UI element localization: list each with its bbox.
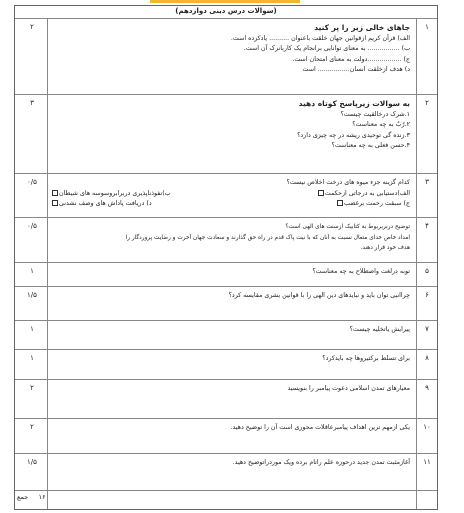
question-text: آغازمثبت تمدن جدید درحوزه علم راتام برده ویک موردراتوضیح دهید. bbox=[47, 454, 416, 490]
question-score: ۱/۵ bbox=[27, 458, 37, 466]
question-line: هدف خود قرار دهند. bbox=[360, 245, 410, 251]
checkbox-icon[interactable] bbox=[52, 190, 58, 196]
question-row-10 bbox=[15, 419, 437, 454]
total-question-cell bbox=[47, 491, 416, 509]
question-row-11 bbox=[15, 454, 437, 491]
total-number-cell bbox=[416, 491, 437, 509]
question-line: کدام گزینه جزء میوه های درخت اخلاص نیست؟ bbox=[286, 179, 410, 186]
question-number: ۱۰ bbox=[416, 419, 437, 453]
question-number: ۴ bbox=[416, 218, 437, 262]
question-score: ۱ bbox=[30, 267, 34, 275]
total-row bbox=[15, 491, 437, 509]
question-text: پیرایش یاتخلیه چیست؟ bbox=[47, 321, 416, 349]
question-line: امداد خاص خدای متعال نسبت به آنان که با نیت پاک قدم در راه حق گذارند و سعادت جهان آخرت و رضایت پروردگار را bbox=[125, 234, 410, 241]
question-score: ۱/۵ bbox=[27, 291, 37, 299]
question-heading: جاهای خالی زیر را پر کنید bbox=[314, 23, 410, 32]
question-line: ج) .................دولت به معنای امتحان است. bbox=[292, 55, 410, 63]
question-heading: به سوالات زیرپاسخ کوتاه دهید bbox=[298, 99, 410, 108]
question-line: الف) قرآن کریم ازقوانین جهان خلقت باعنوان .......... یادکرده است. bbox=[230, 34, 410, 42]
checkbox-icon[interactable] bbox=[52, 200, 58, 206]
top-accent-bar bbox=[150, 0, 300, 3]
question-text bbox=[47, 19, 416, 94]
question-score: ۰/۵ bbox=[27, 178, 37, 186]
question-score: ۳ bbox=[30, 99, 34, 107]
header-row bbox=[15, 6, 437, 19]
question-number: ۶ bbox=[416, 287, 437, 320]
question-line: توضیح دربربربوط به کتابیک ازسنت های الهی است؟ bbox=[285, 224, 410, 230]
question-line: د) هدف ازخلقت انسان................ است bbox=[302, 66, 410, 73]
checkbox-icon[interactable] bbox=[318, 190, 324, 196]
question-text: توبه درلغت واصطلاح به چه معناست؟ bbox=[47, 263, 416, 286]
exam-sheet bbox=[14, 5, 438, 510]
question-text bbox=[47, 174, 416, 217]
question-number: ۲ bbox=[416, 95, 437, 173]
option-b[interactable]: ب)نفوذناپذیری دربرابروسوسه های شیطان bbox=[52, 189, 171, 200]
option-a[interactable]: الف)دستیابی به درجاتی ازحکمت bbox=[318, 189, 410, 200]
question-text bbox=[47, 95, 416, 173]
checkbox-icon[interactable] bbox=[337, 200, 343, 206]
question-row-9 bbox=[15, 380, 437, 419]
options-row bbox=[52, 199, 410, 210]
question-row-3 bbox=[15, 174, 437, 218]
question-score: ۲ bbox=[30, 23, 34, 31]
question-number: ۵ bbox=[416, 263, 437, 286]
question-score: ۲ bbox=[30, 384, 34, 392]
question-text: برای تسلط برکتیروها چه بایدکرد؟ bbox=[47, 350, 416, 379]
question-number: ۹ bbox=[416, 380, 437, 418]
question-text: یکی ازمهم ترین اهداف پیامبرعاقلات محوری است آن را توضیح دهید. bbox=[47, 419, 416, 453]
question-row-5 bbox=[15, 263, 437, 287]
question-text: چراانبی توان باید و نبایدهای دین الهی را با قوانین بشری مقایسه کرد؟ bbox=[47, 287, 416, 320]
question-row-4 bbox=[15, 218, 437, 263]
question-row-1 bbox=[15, 19, 437, 95]
question-row-6 bbox=[15, 287, 437, 321]
question-line: ۲.رُبٌ به چه معناست؟ bbox=[352, 121, 410, 128]
question-number: ۱ bbox=[416, 19, 437, 94]
question-row-8 bbox=[15, 350, 437, 380]
question-line: ب) ................ به معنای توانایی برانجام یک کاربانرک آن است. bbox=[243, 45, 410, 52]
question-score: ۲ bbox=[30, 423, 34, 431]
options-row bbox=[52, 189, 410, 200]
question-number: ۸ bbox=[416, 350, 437, 379]
option-d[interactable]: د) دریافت پاداش های وصف نشدنی bbox=[52, 199, 152, 210]
question-score: ۱ bbox=[30, 354, 34, 362]
question-text bbox=[47, 218, 416, 262]
question-score: ۰/۵ bbox=[27, 222, 37, 230]
question-line: ۴.حسن فعلی به چه معناست؟ bbox=[331, 142, 410, 149]
total-label: جمع bbox=[17, 493, 29, 501]
question-line: ۱.شرک درخالقیت چیست؟ bbox=[340, 110, 410, 118]
question-number: ۷ bbox=[416, 321, 437, 349]
question-row-7 bbox=[15, 321, 437, 350]
question-line: ۳.زنده گی توحیدی ریشه در چه چیزی دارد؟ bbox=[297, 131, 410, 139]
option-c[interactable]: ج) سبقت رحمت برغضب bbox=[337, 199, 410, 210]
page-title: (سوالات درس دینی دوازدهم) bbox=[175, 7, 277, 15]
question-row-2 bbox=[15, 95, 437, 174]
total-score: ۱۶ bbox=[38, 493, 46, 501]
question-score: ۱ bbox=[30, 325, 34, 333]
question-number: ۳ bbox=[416, 174, 437, 217]
question-number: ۱۱ bbox=[416, 454, 437, 490]
question-text: معیارهای تمدن اسلامی دعوت پیامبر را بنویسید bbox=[47, 380, 416, 418]
